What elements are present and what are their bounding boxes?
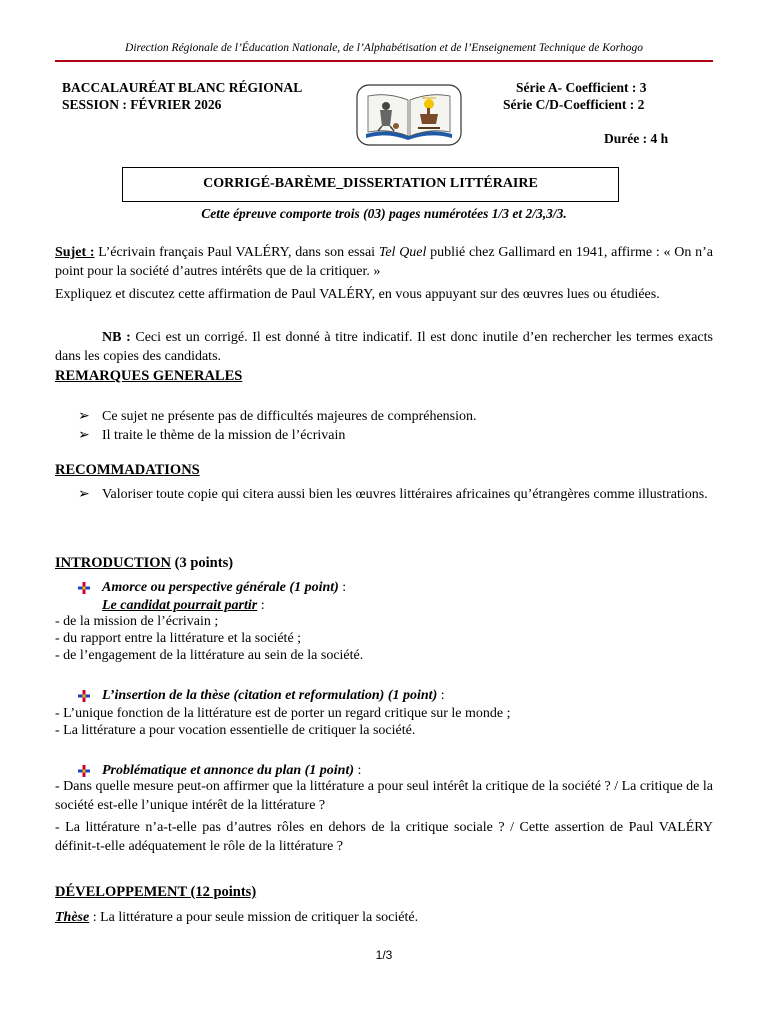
serie-a: Série A- Coefficient : 3: [516, 80, 647, 95]
pages-note: Cette épreuve comporte trois (03) pages numérotées 1/3 et 2/3,3/3.: [201, 206, 567, 221]
duree: Durée : 4 h: [604, 131, 669, 146]
problematique-para-2: - La littérature n’a-t-elle pas d’autres rôles en dehors de la critique sociale ? / Cette assertion de Paul VALÉRY définit-t-elle adéquatement le rôle de la littérature ?: [55, 820, 713, 854]
list-item: [78, 407, 713, 426]
sujet-work-title: Tel Quel: [378, 245, 427, 260]
amorce-sub-colon: :: [257, 598, 265, 613]
nb-label: NB :: [102, 330, 131, 345]
insertion-line-1: - L’unique fonction de la littérature est de porter un regard critique sur le monde ;: [55, 706, 511, 721]
amorce-sub-label: Le candidat pourrait partir: [102, 598, 258, 613]
these-line: [55, 908, 713, 927]
developpement-heading: DÉVELOPPEMENT (12 points): [55, 884, 257, 900]
remarque-item-1: Ce sujet ne présente pas de difficultés majeures de compréhension.: [102, 409, 477, 424]
remarque-item-2: Il traite le thème de la mission de l’écrivain: [102, 428, 346, 443]
problematique-para-1: - Dans quelle mesure peut-on affirmer que la littérature a pour seul intérêt la critique de la société ? / La critique de la société est-elle l’unique intérêt de la littérature ?: [55, 779, 713, 813]
nb-text: Ceci est un corrigé. Il est donné à titre indicatif. Il est donc inutile d’en rechercher les termes exacts dans les copies des candidats.: [55, 330, 713, 364]
amorce-line-1: - de la mission de l’écrivain ;: [55, 614, 219, 629]
these-label: Thèse: [55, 910, 90, 925]
recommandation-item-1: Valoriser toute copie qui citera aussi bien les œuvres littéraires africaines qu’étrangères comme illustrations.: [102, 487, 708, 502]
sujet-text-b: publié chez Gallimard en 1941, affirme : « On n’a point pour la société d’autres intérêts que de la critiquer. »: [55, 245, 713, 279]
exam-title: BACCALAURÉAT BLANC RÉGIONAL: [62, 80, 303, 95]
these-text: : La littérature a pour seule mission de critiquer la société.: [89, 910, 419, 925]
sujet-consigne: Expliquez et discutez cette affirmation de Paul VALÉRY, en vous appuyant sur des œuvres lues ou étudiées.: [55, 287, 660, 302]
sujet-text-a: L’écrivain français Paul VALÉRY, dans son essai: [94, 245, 379, 260]
sujet-label: Sujet :: [55, 245, 95, 260]
recommandations-heading: RECOMMADATIONS: [55, 462, 200, 478]
list-item: [78, 426, 713, 445]
insertion-colon: :: [437, 688, 445, 703]
list-item: [78, 485, 713, 504]
header-direction: Direction Régionale de l’Éducation Nationale, de l’Alphabétisation et de l’Enseignement Technique de Korhogo: [125, 42, 643, 54]
insertion-line-2: - La littérature a pour vocation essentielle de critiquer la société.: [55, 723, 416, 738]
sujet-paragraph: [55, 243, 713, 281]
education-logo: [356, 84, 462, 146]
serie-cd: Série C/D-Coefficient : 2: [503, 97, 645, 112]
exam-session: SESSION : FÉVRIER 2026: [62, 97, 222, 112]
amorce-line-2: - du rapport entre la littérature et la société ;: [55, 631, 302, 646]
insertion-title: L’insertion de la thèse (citation et reformulation) (1 point): [102, 688, 438, 703]
problematique-colon: :: [354, 763, 362, 778]
amorce-title: Amorce ou perspective générale (1 point): [102, 580, 339, 595]
nb-paragraph: [55, 328, 713, 366]
remarques-heading: REMARQUES GENERALES: [55, 368, 243, 384]
page-number: 1/3: [375, 948, 393, 962]
amorce-colon: :: [338, 580, 347, 595]
arrow-bullet-icon: ➢: [78, 428, 90, 443]
document-title: CORRIGÉ-BARÈME_DISSERTATION LITTÉRAIRE: [122, 167, 619, 202]
introduction-title: INTRODUCTION: [55, 555, 172, 571]
amorce-line-3: - de l’engagement de la littérature au sein de la société.: [55, 648, 364, 663]
header-rule: [55, 60, 713, 62]
problematique-title: Problématique et annonce du plan (1 point): [102, 763, 355, 778]
arrow-bullet-icon: ➢: [78, 487, 90, 502]
arrow-bullet-icon: ➢: [78, 409, 90, 424]
introduction-points: (3 points): [171, 555, 234, 571]
introduction-heading: [55, 554, 713, 573]
